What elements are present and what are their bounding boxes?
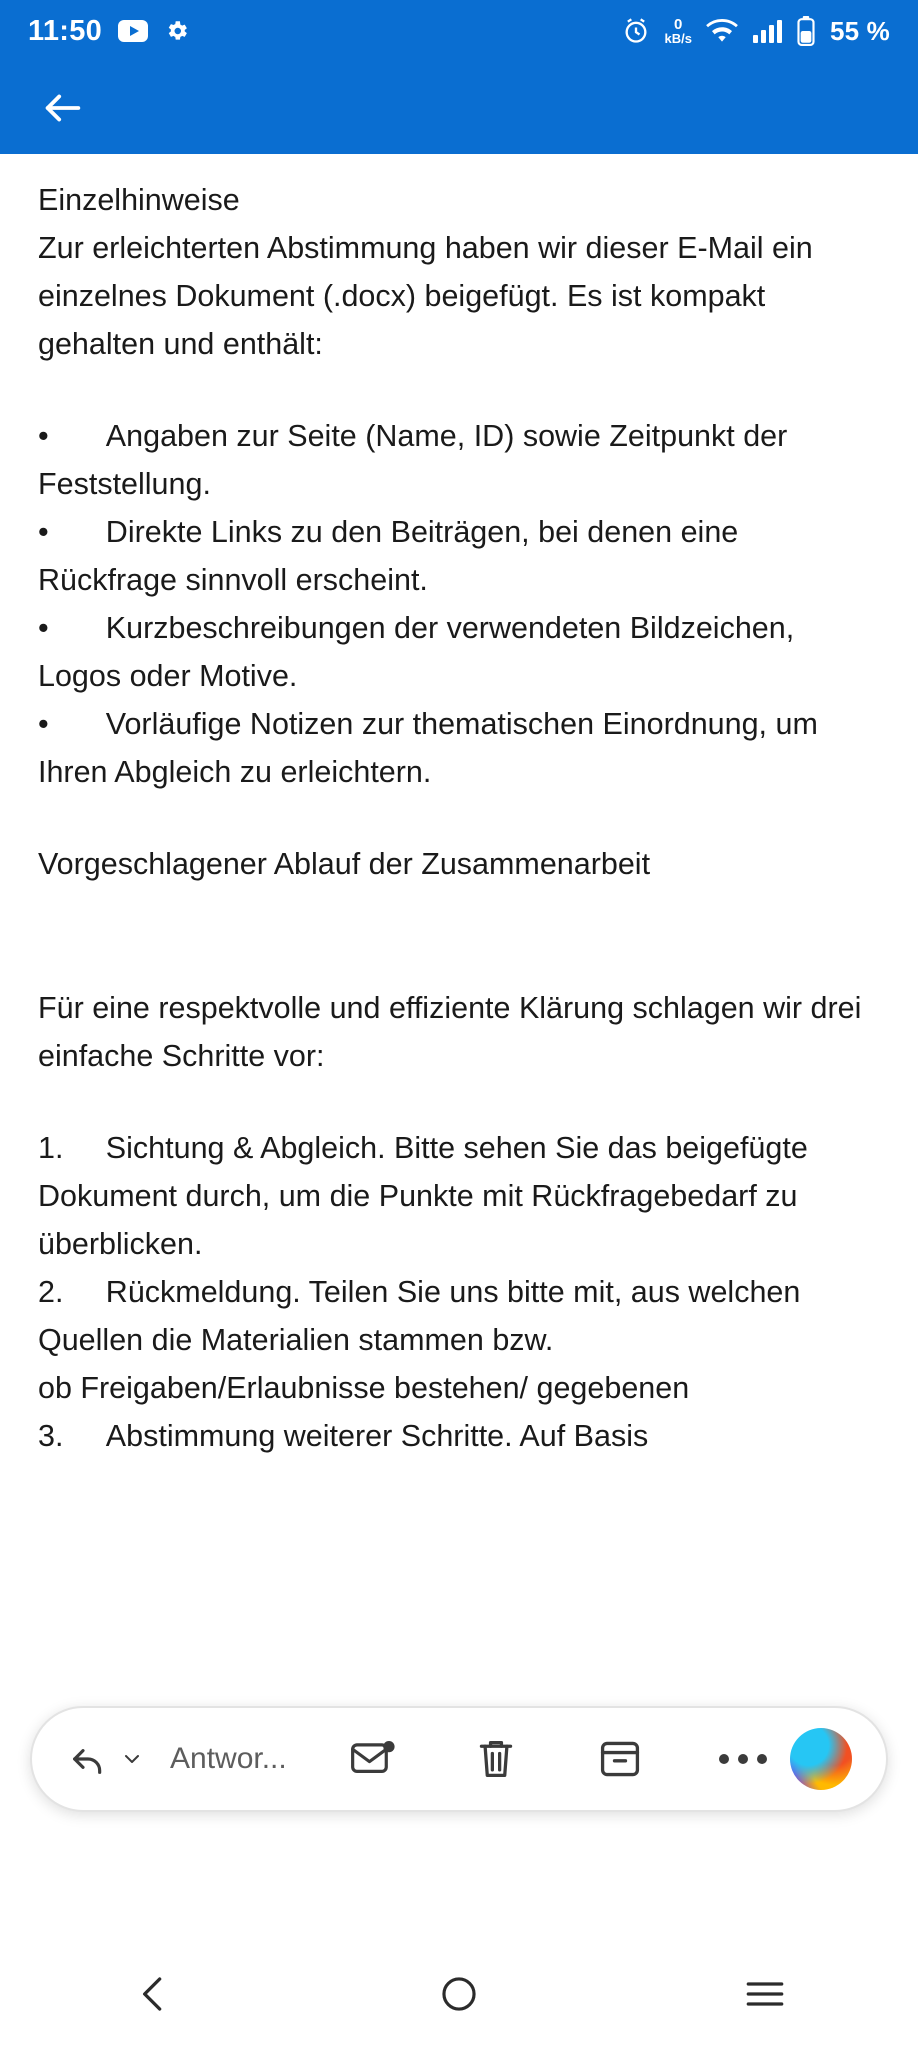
network-speed-unit: kB/s (664, 31, 692, 46)
battery-percentage: 55 % (829, 15, 890, 46)
list-item: 1. Sichtung & Abgleich. Bitte sehen Sie das beigefügte Dokument durch, um die Punkte mit Rückfragebedarf zu überblicken. (38, 1131, 817, 1261)
email-heading-1: Einzelhinweise (38, 183, 240, 217)
list-item: 3. Abstimmung weiterer Schritte. Auf Basis (38, 1419, 649, 1453)
email-paragraph-2: Für eine respektvolle und effiziente Klärung schlagen wir drei einfache Schritte vor: (38, 991, 870, 1073)
steps-spacer (38, 1080, 880, 1124)
status-time: 11:50 (28, 14, 103, 47)
wifi-icon (706, 19, 738, 43)
email-bullet-list (38, 412, 880, 796)
list-item: 2. Rückmeldung. Teilen Sie uns bitte mit, aus welchen Quellen die Materialien stammen bzw. (38, 1275, 809, 1357)
reply-arrow-icon (66, 1739, 110, 1779)
trash-icon[interactable] (459, 1722, 533, 1796)
section-spacer (38, 796, 880, 840)
system-navigation-bar (0, 1940, 918, 2048)
chevron-down-icon[interactable] (120, 1747, 144, 1771)
back-arrow-icon[interactable] (40, 85, 86, 131)
list-item: • Direkte Links zu den Beiträgen, bei denen eine Rückfrage sinnvoll erscheint. (38, 515, 747, 597)
status-bar (0, 0, 918, 62)
paragraph-spacer (38, 368, 880, 412)
email-body[interactable] (0, 154, 918, 1940)
more-options-icon[interactable] (706, 1722, 780, 1796)
nav-home-icon[interactable] (399, 1959, 519, 2029)
list-item: • Vorläufige Notizen zur thematischen Einordnung, um Ihren Abgleich zu erleichtern. (38, 707, 827, 789)
nav-recents-icon[interactable] (705, 1959, 825, 2029)
reply-button[interactable] (66, 1739, 287, 1779)
copilot-icon[interactable] (790, 1728, 852, 1790)
list-item: • Angaben zur Seite (Name, ID) sowie Zeitpunkt der Feststellung. (38, 419, 796, 501)
email-heading-2: Vorgeschlagener Ablauf der Zusammenarbeit (38, 847, 651, 881)
battery-icon (796, 16, 816, 46)
gear-icon (164, 18, 190, 44)
heading-spacer (38, 888, 880, 984)
status-bar-left (28, 15, 190, 48)
email-step-list (38, 1124, 880, 1460)
message-action-bar (30, 1706, 888, 1812)
network-speed-indicator (664, 17, 691, 45)
email-intro-paragraph: Zur erleichterten Abstimmung haben wir dieser E-Mail ein einzelnes Dokument (.docx) beigefügt. Es ist kompakt gehalten und enthält: (38, 231, 822, 361)
alarm-clock-icon (622, 17, 650, 45)
archive-icon[interactable] (583, 1722, 657, 1796)
nav-back-icon[interactable] (93, 1959, 213, 2029)
network-speed-value: 0 (674, 16, 683, 33)
status-bar-right (622, 16, 890, 47)
list-item: ob Freigaben/Erlaubnisse bestehen/ gegebenen (38, 1371, 690, 1405)
reply-label: Antwor... (170, 1742, 287, 1775)
list-item: • Kurzbeschreibungen der verwendeten Bildzeichen, Logos oder Motive. (38, 611, 803, 693)
cellular-signal-icon (752, 18, 782, 44)
mail-unread-icon[interactable] (336, 1722, 410, 1796)
youtube-icon (118, 20, 148, 42)
app-bar (0, 62, 918, 154)
